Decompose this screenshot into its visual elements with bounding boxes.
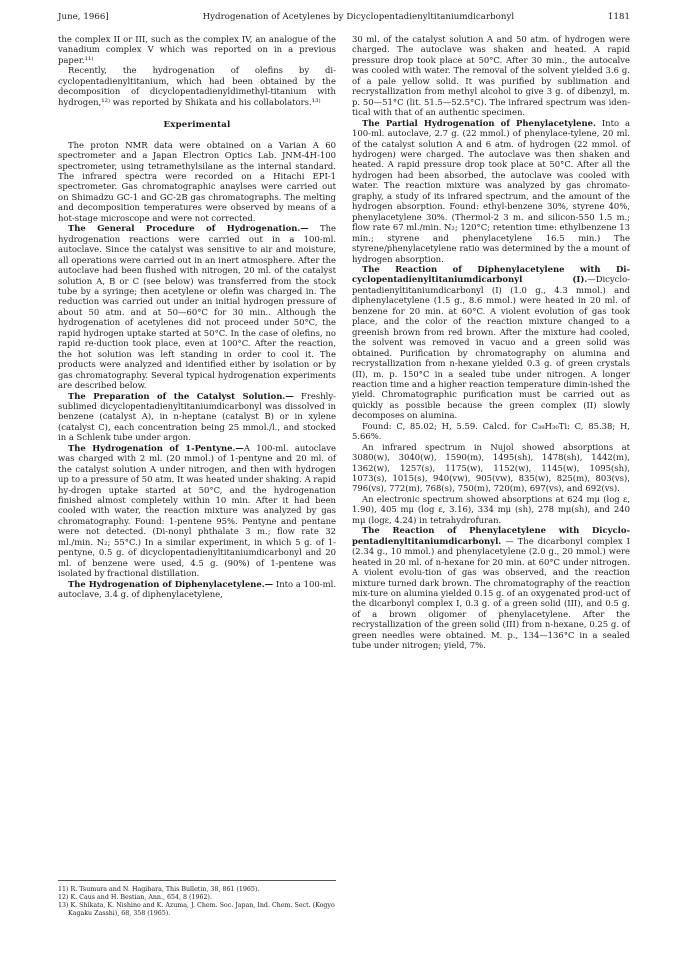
- paragraph-text: Freshly-sublimed dicyclopentadienyltitaniumdicarbonyl was dissolved in benzene (catalyst A), in n-heptane (catalyst B) or in xylene (catalyst C), each concentration being 25 mmol./l., and stocked in a Schlenk tube under argon.: [58, 390, 336, 443]
- header-date: June, 1966]: [58, 12, 109, 22]
- paragraph-text: Into a 100-ml. autoclave, 3.4 g. of diphenylacetylene,: [58, 578, 337, 600]
- intro-paragraph: Recently, the hydrogenation of olefins by di-cyclopentadienyltitanium, which had been obtained by the decomposition of dicyclopentadienyldimethyl-titanium with hydrogen,¹²⁾ was reported by Shikata and his collabolators.¹³⁾: [58, 65, 336, 107]
- paragraph-phenylacetylene-reaction: [352, 525, 630, 650]
- paragraph-elemental-analysis: [352, 421, 630, 442]
- paragraph-text: The proton NMR data were obtained on a Varian A 60 spectrometer and a Japan Electron Optics Lab. JNM-4H-100 spectrometer, using tetramethylsilane as the internal standard. The infrared spectra were recorded on a Hitachi EPI-1 spectrometer. Gas chromatographic anaylses were carried out on Shimadzu GC-1 and GC-2B gas chromatographs. The melting and decomposition temperatures were observed by means of a hot-stage microscope and were not corrected.: [58, 139, 336, 223]
- runin-heading: The General Procedure of Hydrogenation.—: [68, 223, 309, 234]
- section-heading-experimental: Experimental: [163, 120, 231, 131]
- paragraph-general-procedure: [58, 223, 336, 390]
- page-number: 1181: [607, 12, 630, 22]
- runin-heading: The Preparation of the Catalyst Solution.—: [68, 390, 294, 401]
- paragraph-instruments: [58, 140, 336, 224]
- paragraph-diphenylacetylene-hydrogenation: [58, 579, 336, 600]
- footnote: 11) R. Tsumura and N. Hagihara, This Bulletin, 38, 861 (1965).: [58, 886, 260, 893]
- paragraph-text: An infrared spectrum in Nujol showed absorptions at 3080(w), 3040(w), 1590(m), 1495(sh), 1478(sh), 1442(m), 1362(w), 1257(s), 1175(w), 1152(w), 1145(w), 1095(sh), 1073(s), 1015(s), 940(vw), 905(vw), 835(w), 825(m), 803(vs), 796(vs), 772(m), 768(s), 750(m), 720(m), 697(vs), and 692(vs).: [352, 441, 630, 494]
- intro-paragraph: the complex II or III, such as the complex IV, an analogue of the vanadium complex V which was reported on in a previous paper.¹¹⁾: [58, 34, 336, 65]
- paragraph-text: —Dicyclo-pentadienyltitaniumdicarbonyl (I) (1.0 g., 4.3 mmol.) and diphenylacetylene (1.5 g., 8.6 mmol.) were heated in 20 ml. of benzene for 20 min. at 60°C. A violent evolution of gas took place, and the color of the reaction mixture changed to a greenish brown from red brown. After the mixture had cooled, the solvent was removed in vacuo and a green solid was obtained. Purification by chromatography on alumina and recrystallization from n-hexane yielded 0.3 g. of green crystals (II), m. p. 150°C in a sealed tube under nitrogen. A longer reaction time and a higher reaction temperature dimin-ished the yield. Chromatographic purification must be carried out as quickly as possible because the green complex (II) slowly decomposes on alumina.: [352, 274, 630, 421]
- runin-heading: The Hydrogenation of Diphenylacetylene.—: [68, 578, 274, 589]
- footnote: 12) K. Caus and H. Bestian, Ann., 654, 8 (1962).: [58, 894, 212, 902]
- paragraph-pentyne-hydrogenation: [58, 443, 336, 579]
- running-header: [58, 12, 630, 28]
- runin-heading: The Reaction of Phenylacetylene with Dicyclo-pentadienyltitaniumdicarbonyl.: [352, 525, 630, 546]
- paragraph-catalyst-preparation: [58, 391, 336, 443]
- paragraph-text: The hydrogenation reactions were carried out in a 100-ml. autoclave. Since the catalyst was sensitive to air and moisture, all operations were carried out in an inert atmosphere. After the autoclave had been flushed with nitrogen, 20 ml. of the catalyst solution A, B or C (see below) was transferred from the stock tube by a syringe; then acetylene or olefin was charged in. The reduction was carried out under an initial hydrogen pressure of about 50 atm. and at 50—60°C for 30 min.. Although the hydrogenation of acetylenes did not proceed under 50°C, the rapid hydrogen uptake started at 50°C. In the case of olefins, no rapid re-duction took place, even at 100°C. After the reaction, the hot solution was left standing in order to cool it. The products were analyzed and identified either by isolation or by gas chromatography. Several typical hydrogenation experiments are described below.: [58, 223, 336, 391]
- paragraph-text: — The dicarbonyl complex I (2.34 g., 10 mmol.) and phenylacetylene (2.0 g., 20 mmol.) were heated in 20 ml. of n-hexane for 20 min. at 60°C under nitrogen. A violent evolu-tion of gas was observed, and the reaction mixture turned dark brown. The chromatography of the reaction mix-ture on alumina yielded 0.15 g. of an oxygenated prod-uct of the dicarbonyl complex I, 0.3 g. of a green solid (III), and 0.5 g. of a brown oligomer of phenylacetylene. After the recrystallization of the green solid (III) from n-hexane, 0.25 g. of green needles were obtained. M. p., 134—136°C in a sealed tube under nitrogen; yield, 7%.: [352, 535, 630, 651]
- runin-heading: The Partial Hydrogenation of Phenylacetylene.: [362, 117, 596, 128]
- paragraph-electronic-spectrum: [352, 494, 630, 525]
- runin-heading: The Reaction of Diphenylacetylene with Di-cyclopentadienyltitaniumdicarbonyl (I).: [352, 263, 630, 285]
- left-column: [58, 34, 336, 600]
- paragraph-text: 30 ml. of the catalyst solution A and 50 atm. of hydrogen were charged. The autoclave was shaken and heated. A rapid pressure drop took place at 50°C. After 30 min., the autocalve was cooled with water. The removal of the solvent yielded 3.6 g. of a pale yellow solid. It was purified by sublimation and recrystallization from methyl alcohol to give 3 g. of dibenzyl, m. p. 50—51°C (lit. 51.5—52.5°C). The infrared spectrum was iden-tical with that of an authentic specimen.: [352, 34, 630, 118]
- runin-heading: The Hydrogenation of 1-Pentyne.—: [68, 442, 244, 453]
- paragraph-text: Into a 100-ml. autoclave, 2.7 g. (22 mmol.) of phenylace-tylene, 20 ml. of the catalyst solution A and 6 atm. of hydrogen (22 mmol. of hydrogen) were charged. The autoclave was then shaken and heated. A rapid pressure drop took place at 50°C. After all the hydrogen had been absorbed, the autoclave was cooled with water. The reaction mixture was analyzed by gas chromato-graphy, a study of its infrared spectrum, and the amount of the hydrogen absorption. Found: ethyl-benzene 30%, styrene 40%, phenylacetylene 30%. (Thermol-2 3 m. and silicon-550 1.5 m.; flow rate 67 ml./min. N₂; 120°C; retention time: ethylbenzene 13 min.; styrene and phenylacetylene 16.5 min.) The styrene/phenylacetylene ratio was determined by the a mount of hydrogen absorption.: [352, 117, 630, 264]
- footnote: 13) K. Shikata, K. Nishino and K. Azuma, J. Chem. Soc. Japan, Ind. Chem. Sect. (Kogyo Kagaku Zasshi), 68, 358 (1965).: [58, 902, 335, 918]
- paragraph-text: A 100-ml. autoclave was charged with 2 ml. (20 mmol.) of 1-pentyne and 20 ml. of the catalyst solution A under nitrogen, and then with hydrogen up to a pressure of 50 atm. It was heated under shaking. A rapid hy-drogen uptake started at 50°C, and the hydrogenation finished almost completely within 10 min. After it had been cooled with water, the reaction mixture was analyzed by gas chromatography. Found: 1-pentene 95%. Pentyne and pentane were not detected. (Di-nonyl phthalate 3 m.; flow rate 32 ml./min. N₂; 55°C.) In a similar experiment, in which 5 g. of 1-pentyne, 0.5 g. of dicyclopentadienyltitaniumdicarbonyl and 20 ml. of benzene were used, 4.5 g. (90%) of 1-pentene was isolated by fractional distillation.: [58, 442, 336, 579]
- footnotes: [58, 880, 336, 918]
- paragraph-infrared-spectrum: [352, 442, 630, 494]
- header-title: Hydrogenation of Acetylenes by Dicyclopentadienyltitaniumdicarbonyl: [202, 12, 515, 22]
- paragraph-diphenylacetylene-reaction: [352, 264, 630, 421]
- paragraph-text: An electronic spectrum showed absorptions at 624 mμ (log ε, 1.90), 405 mμ (log ε, 3.16), 334 mμ (sh), 278 mμ(sh), and 240 mμ (logε, 4.24) in tetrahydrofuran.: [352, 493, 630, 525]
- right-column: [352, 34, 630, 651]
- paragraph-text: Found: C, 85.02; H, 5.59. Calcd. for C₃₈H₃₀Ti: C, 85.38; H, 5.66%.: [352, 420, 630, 442]
- paragraph-continued: [352, 34, 630, 118]
- paragraph-partial-hydrogenation: [352, 118, 630, 264]
